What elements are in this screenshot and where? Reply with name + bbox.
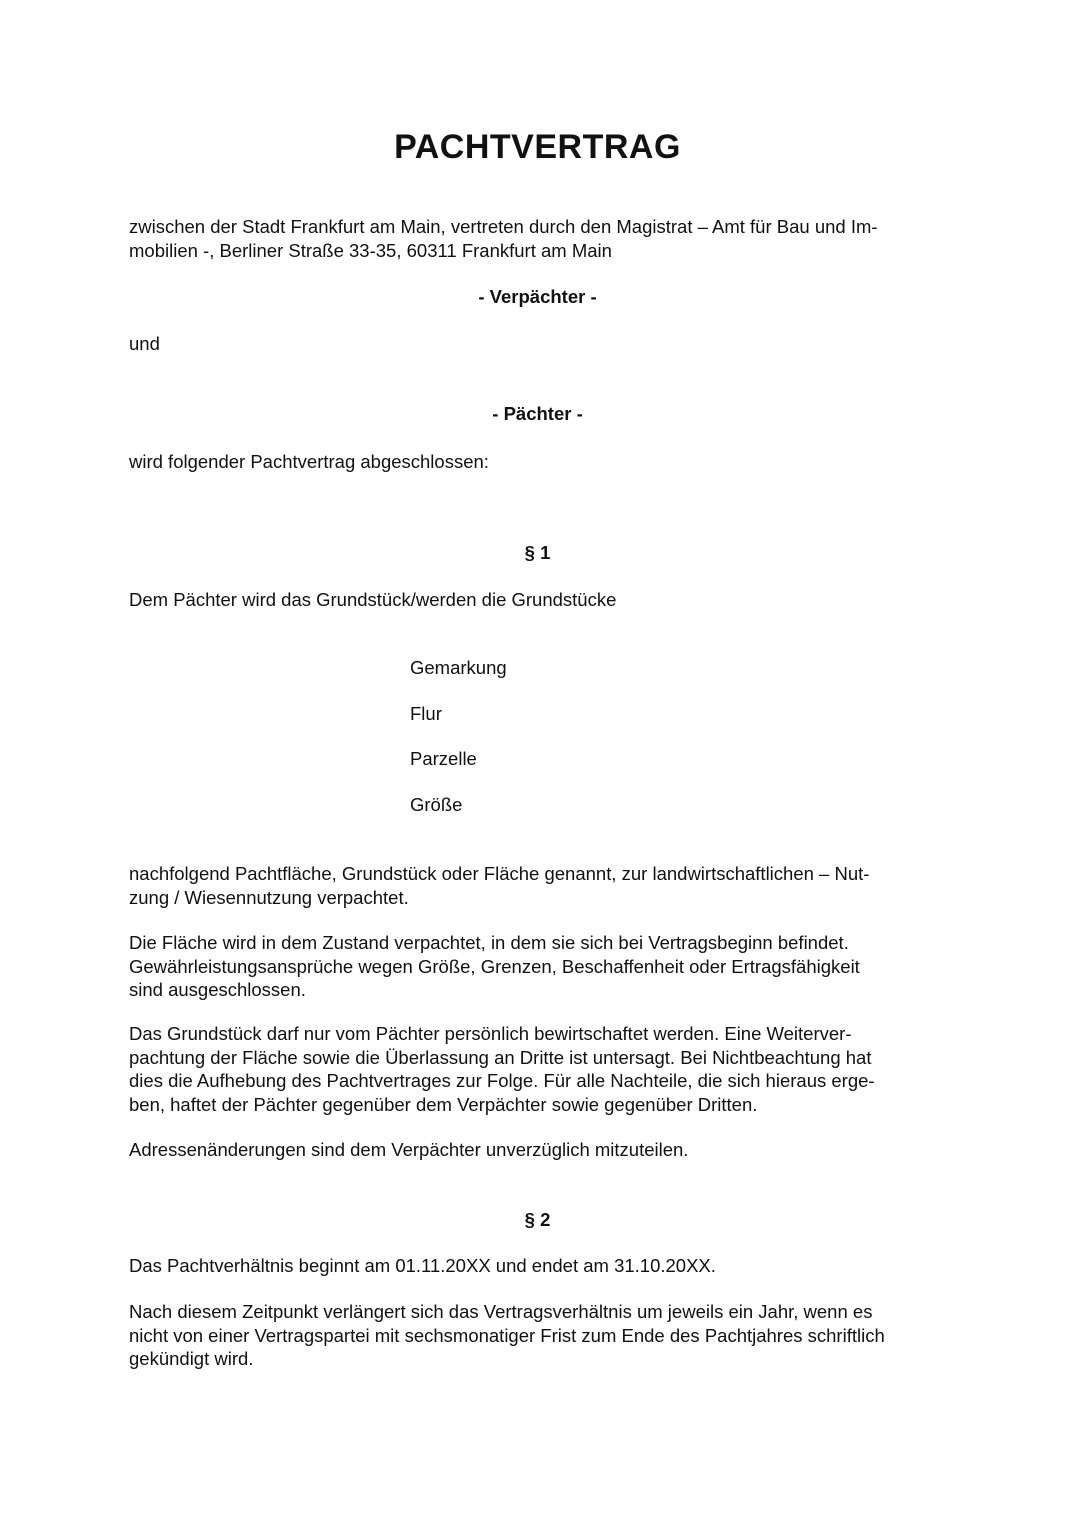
section-1-paragraph-2 [129,931,947,1002]
s1p3-line-4: ben, haftet der Pächter gegenüber dem Verpächter sowie gegenüber Dritten. [129,1093,758,1115]
intro-line-1: zwischen der Stadt Frankfurt am Main, vertreten durch den Magistrat – Amt für Bau und Im- [129,216,878,237]
s1p3-line-2: pachtung der Fläche sowie die Überlassung an Dritte ist untersagt. Bei Nichtbeachtung hat [129,1046,872,1068]
s1p3-line-1: Das Grundstück darf nur vom Pächter persönlich bewirtschaftet werden. Eine Weiterver- [129,1023,852,1044]
und-text: und [129,333,160,354]
intro-line-2: mobilien -, Berliner Straße 33-35, 60311 Frankfurt am Main [129,239,612,261]
s2p2-line-2: nicht von einer Vertragspartei mit sechsmonatiger Frist zum Ende des Pachtjahres schriftlich [129,1324,885,1346]
field-parzelle: Parzelle [410,748,477,769]
s2p2-line-1: Nach diesem Zeitpunkt verlängert sich das Vertragsverhältnis um jeweils ein Jahr, wenn es [129,1301,873,1322]
section-2-paragraph-2 [129,1300,947,1371]
field-flur: Flur [410,703,442,724]
section-1-paragraph-4: Adressenänderungen sind dem Verpächter unverzüglich mitzuteilen. [129,1139,689,1160]
s1p1-line-1: nachfolgend Pachtfläche, Grundstück oder Fläche genannt, zur landwirtschaftlichen – Nut- [129,863,870,884]
section-1-paragraph-3 [129,1022,947,1116]
s1p2-line-3: sind ausgeschlossen. [129,979,306,1000]
document-title: PACHTVERTRAG [394,128,681,166]
field-gemarkung: Gemarkung [410,657,507,678]
party-lessor-label: - Verpächter - [478,286,597,307]
field-groesse: Größe [410,794,463,815]
section-1-heading: § 1 [524,542,551,563]
concluded-text: wird folgender Pachtvertrag abgeschlossen: [129,451,489,472]
s1p1-line-2: zung / Wiesennutzung verpachtet. [129,886,409,908]
intro-paragraph [129,215,947,262]
section-1-lead: Dem Pächter wird das Grundstück/werden die Grundstücke [129,589,617,610]
section-2-paragraph-1: Das Pachtverhältnis beginnt am 01.11.20XX und endet am 31.10.20XX. [129,1255,716,1276]
s1p2-line-2: Gewährleistungsansprüche wegen Größe, Grenzen, Beschaffenheit oder Ertragsfähigkeit [129,955,860,977]
section-1-paragraph-1 [129,862,947,909]
party-lessee-label: - Pächter - [492,403,583,424]
s1p3-line-3: dies die Aufhebung des Pachtvertrages zur Folge. Für alle Nachteile, die sich hieraus erge- [129,1070,875,1091]
s2p2-line-3: gekündigt wird. [129,1348,254,1369]
s1p2-line-1: Die Fläche wird in dem Zustand verpachtet, in dem sie sich bei Vertragsbeginn befindet. [129,932,849,953]
section-2-heading: § 2 [524,1209,551,1230]
